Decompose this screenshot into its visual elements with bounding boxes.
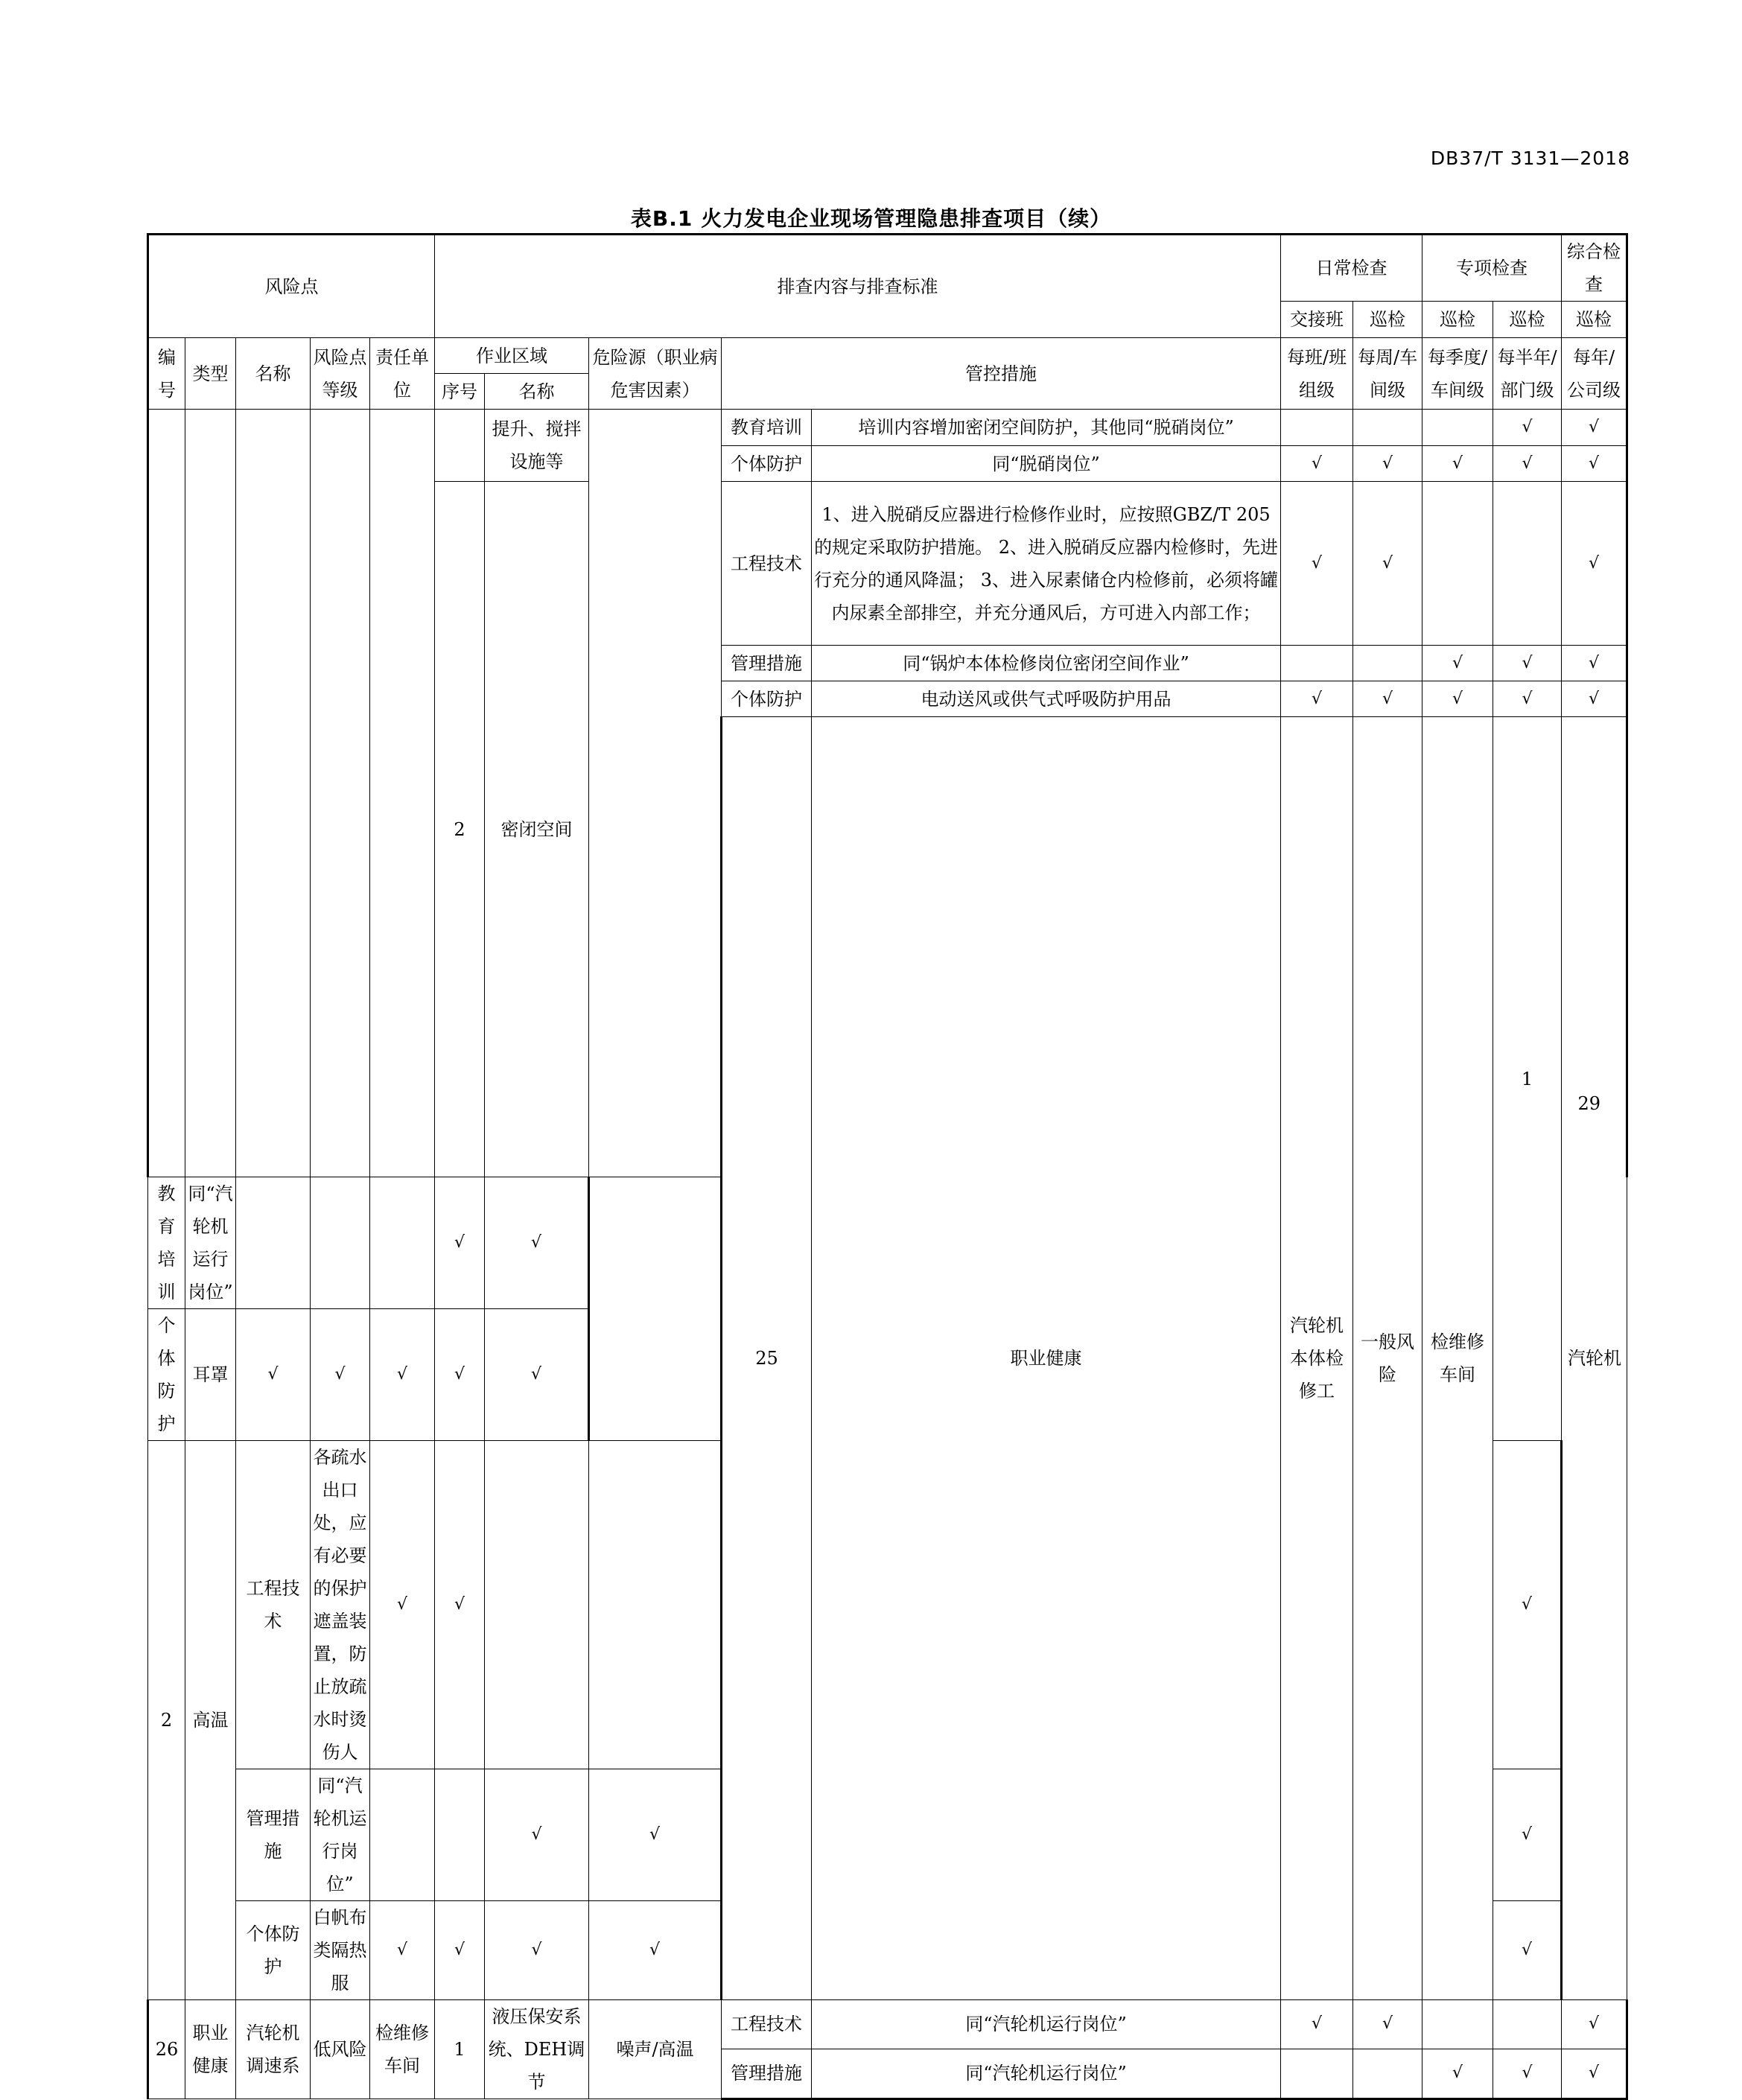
header-freq-year: 每年/公司级 (1562, 338, 1627, 410)
check-mark: √ (589, 1769, 722, 1901)
header-freq-quarter: 每季度/车间级 (1422, 338, 1493, 410)
cont-area1-seq-cell (435, 410, 485, 482)
measure-category: 教育培训 (148, 1177, 185, 1309)
check-mark: √ (1493, 446, 1562, 482)
header-control-measures: 管控措施 (722, 338, 1281, 410)
header-risk-level: 风险点等级 (311, 338, 370, 410)
row26-area-name: 液压保安系统、DEH调节 (485, 2000, 589, 2099)
cont-name-cell (236, 410, 311, 1177)
header-special-check: 专项检查 (1422, 235, 1562, 302)
check-mark: √ (236, 1309, 311, 1441)
document-code: DB37/T 3131—2018 (1430, 147, 1630, 169)
measure-category: 工程技术 (722, 2000, 812, 2049)
check-mark: √ (370, 1309, 435, 1441)
measure-category: 个体防护 (236, 1901, 311, 2000)
measure-text: 耳罩 (185, 1309, 236, 1441)
row25-area-name: 汽轮机 (1562, 717, 1627, 2000)
measure-category: 个体防护 (722, 446, 812, 482)
header-comprehensive-check: 综合检查 (1562, 235, 1627, 302)
measure-text: 同“汽轮机运行岗位” (812, 2049, 1281, 2099)
cont-type-cell (185, 410, 236, 1177)
row26-type: 职业健康 (185, 2000, 236, 2099)
cont-area2-name: 密闭空间 (485, 482, 589, 1177)
measure-text: 同“汽轮机运行岗位” (311, 1769, 370, 1901)
header-daily-check: 日常检查 (1281, 235, 1422, 302)
header-patrol: 巡检 (1562, 302, 1627, 338)
check-mark: √ (1422, 2049, 1493, 2099)
check-mark: √ (1493, 646, 1562, 681)
header-hazard-source: 危险源（职业病危害因素） (589, 338, 722, 410)
header-freq-week: 每周/车间级 (1353, 338, 1422, 410)
check-mark: √ (370, 1441, 435, 1769)
measure-category: 教育培训 (722, 410, 812, 446)
row26-name: 汽轮机调速系 (236, 2000, 311, 2099)
check-mark: √ (485, 1769, 589, 1901)
cont-number-cell (148, 410, 185, 1177)
header-patrol: 巡检 (1353, 302, 1422, 338)
check-mark: √ (589, 1901, 722, 2000)
row25-area-seq-1: 1 (1493, 717, 1562, 1441)
check-mark: √ (435, 1177, 485, 1309)
measure-category: 工程技术 (236, 1441, 311, 1769)
header-work-area: 作业区域 (435, 338, 589, 374)
check-mark: √ (435, 1441, 485, 1769)
row26-hazard: 噪声/高温 (589, 2000, 722, 2099)
row25-name: 汽轮机本体检修工 (1281, 717, 1353, 2000)
check-mark: √ (485, 1309, 589, 1441)
row25-number: 25 (722, 717, 812, 2000)
check-mark: √ (1281, 446, 1353, 482)
check-mark: √ (1493, 1901, 1562, 2000)
header-content-standard: 排查内容与排查标准 (435, 235, 1281, 338)
header-area-name: 名称 (485, 374, 589, 410)
check-mark: √ (1562, 646, 1627, 681)
measure-category: 管理措施 (722, 646, 812, 681)
header-patrol: 巡检 (1493, 302, 1562, 338)
row25-type: 职业健康 (812, 717, 1281, 2000)
row25-area-seq-2: 2 (148, 1441, 185, 2000)
check-mark: √ (1281, 482, 1353, 646)
cont-area2-seq: 2 (435, 482, 485, 1177)
measure-category: 个体防护 (148, 1309, 185, 1441)
header-freq-shift: 每班/班组级 (1281, 338, 1353, 410)
check-mark: √ (1493, 1769, 1562, 1901)
check-mark: √ (1353, 681, 1422, 717)
check-mark: √ (1493, 2049, 1562, 2099)
check-mark: √ (1562, 446, 1627, 482)
table-title: 表B.1 火力发电企业现场管理隐患排查项目（续） (630, 206, 1112, 231)
measure-text: 同“脱硝岗位” (812, 446, 1281, 482)
page-number: 29 (1577, 1093, 1600, 1114)
check-mark: √ (1562, 2000, 1627, 2049)
cont-risk-level-cell (311, 410, 370, 1177)
header-shift-handover: 交接班 (1281, 302, 1353, 338)
row26-number: 26 (148, 2000, 185, 2099)
check-mark: √ (1281, 2000, 1353, 2049)
measure-text: 同“汽轮机运行岗位” (812, 2000, 1281, 2049)
row26-unit: 检维修车间 (370, 2000, 435, 2099)
check-mark: √ (1493, 681, 1562, 717)
measure-text: 同“汽轮机运行岗位” (185, 1177, 236, 1309)
check-mark: √ (1422, 446, 1493, 482)
check-mark: √ (370, 1901, 435, 2000)
hazard-inspection-table (147, 233, 1628, 2100)
row25-unit: 检维修车间 (1422, 717, 1493, 2000)
check-mark: √ (311, 1309, 370, 1441)
check-mark: √ (1422, 681, 1493, 717)
header-patrol: 巡检 (1422, 302, 1493, 338)
check-mark: √ (435, 1901, 485, 2000)
row26-area-seq: 1 (435, 2000, 485, 2099)
cont-area1-name: 提升、搅拌设施等 (485, 410, 589, 482)
cont-unit-cell (370, 410, 435, 1177)
check-mark: √ (1353, 446, 1422, 482)
cont-hazard-cell (589, 410, 722, 1177)
measure-category: 工程技术 (722, 482, 812, 646)
measure-category: 管理措施 (722, 2049, 812, 2099)
check-mark: √ (1562, 482, 1627, 646)
measure-text: 电动送风或供气式呼吸防护用品 (812, 681, 1281, 717)
header-name: 名称 (236, 338, 311, 410)
header-number: 编号 (148, 338, 185, 410)
measure-text: 各疏水出口处，应有必要的保护遮盖装置，防止放疏水时烫伤人 (311, 1441, 370, 1769)
check-mark: √ (1281, 681, 1353, 717)
check-mark: √ (485, 1177, 589, 1309)
row25-hazard-heat: 高温 (185, 1441, 236, 2000)
measure-text: 同“锅炉本体检修岗位密闭空间作业” (812, 646, 1281, 681)
header-freq-halfyear: 每半年/部门级 (1493, 338, 1562, 410)
header-type: 类型 (185, 338, 236, 410)
check-mark: √ (1353, 2000, 1422, 2049)
measure-text: 培训内容增加密闭空间防护，其他同“脱硝岗位” (812, 410, 1281, 446)
check-mark: √ (485, 1901, 589, 2000)
header-risk-point: 风险点 (148, 235, 435, 338)
header-seq: 序号 (435, 374, 485, 410)
measure-text: 白帆布类隔热服 (311, 1901, 370, 2000)
check-mark: √ (1493, 1441, 1562, 1769)
header-resp-unit: 责任单位 (370, 338, 435, 410)
measure-category: 管理措施 (236, 1769, 311, 1901)
check-mark: √ (1562, 410, 1627, 446)
measure-text: 1、进入脱硝反应器进行检修作业时，应按照GBZ/T 205的规定采取防护措施。 2、进入脱硝反应器内检修时，先进行充分的通风降温； 3、进入尿素储仓内检修前，必须将罐内尿素全部排空，并充分通风后，方可进入内部工作； (812, 482, 1281, 646)
check-mark: √ (1422, 646, 1493, 681)
row25-risk-level: 一般风险 (1353, 717, 1422, 2000)
check-mark: √ (435, 1309, 485, 1441)
check-mark: √ (1493, 410, 1562, 446)
check-mark: √ (1562, 2049, 1627, 2099)
check-mark: √ (1562, 681, 1627, 717)
row26-risk-level: 低风险 (311, 2000, 370, 2099)
measure-category: 个体防护 (722, 681, 812, 717)
check-mark: √ (1353, 482, 1422, 646)
